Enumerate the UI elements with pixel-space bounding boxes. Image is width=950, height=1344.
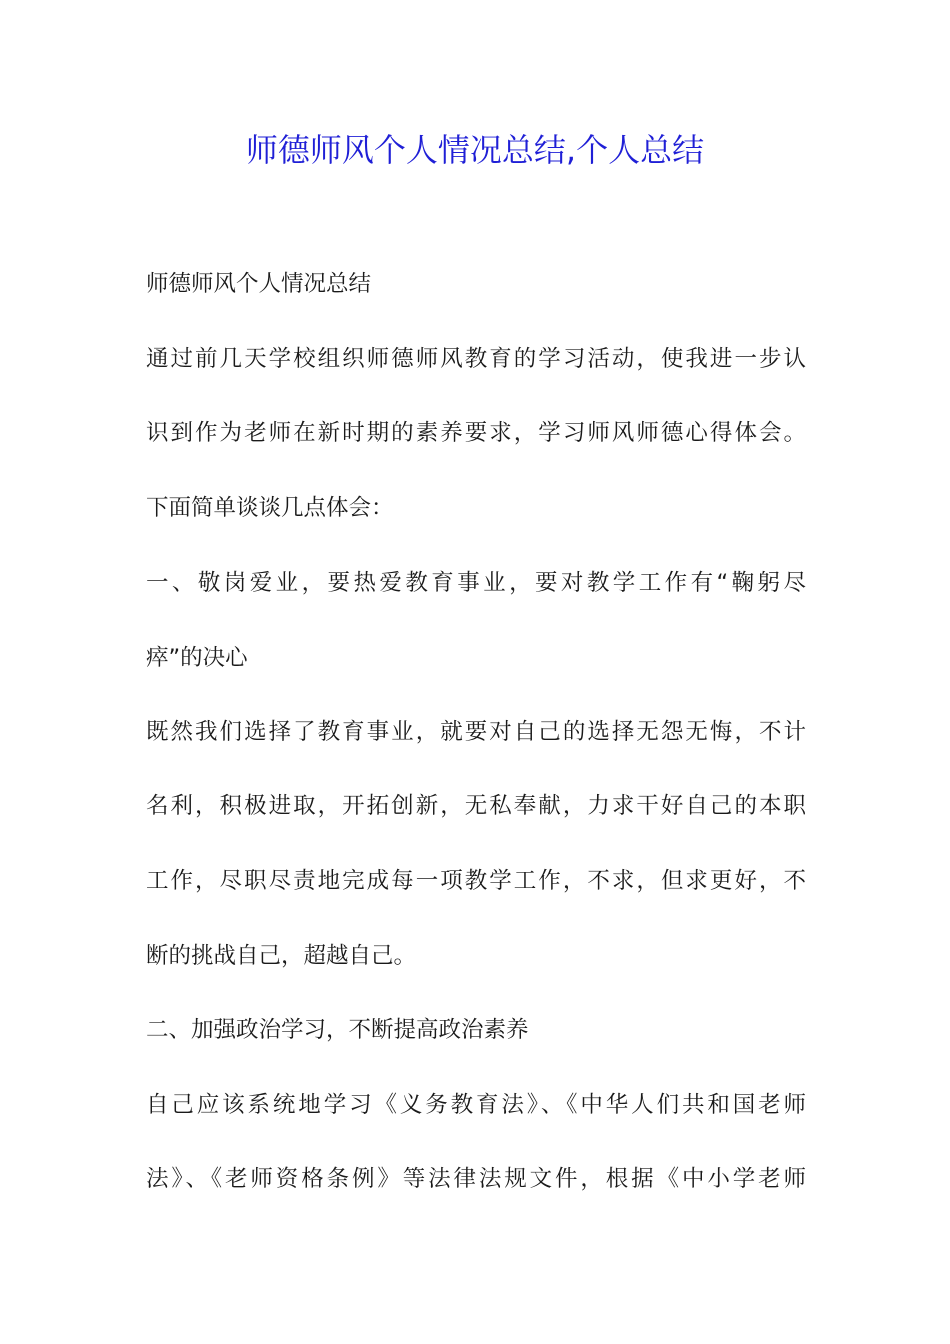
point-heading-line: 二、加强政治学习，不断提高政治素养 — [146, 1017, 529, 1043]
paragraph-line: 名利，积极进取，开拓创新，无私奉献，力求干好自己的本职 — [146, 793, 806, 819]
paragraph-line: 下面简单谈谈几点体会： — [146, 495, 394, 521]
paragraph-line: 既然我们选择了教育事业，就要对自己的选择无怨无悔，不计 — [146, 719, 806, 745]
paragraph-line: 自己应该系统地学习《义务教育法》、《中华人们共和国老师 — [146, 1092, 806, 1118]
paragraph-line: 法》、《老师资格条例》等法律法规文件，根据《中小学老师 — [146, 1166, 806, 1192]
paragraph-line: 断的挑战自己，超越自己。 — [146, 943, 417, 969]
paragraph-line: 识到作为老师在新时期的素养要求，学习师风师德心得体会。 — [146, 420, 806, 446]
point-heading-line: 瘁”的决心 — [146, 645, 248, 671]
paragraph-line: 工作，尽职尽责地完成每一项教学工作，不求，但求更好，不 — [146, 868, 806, 894]
paragraph-line: 通过前几天学校组织师德师风教育的学习活动，使我进一步认 — [146, 346, 806, 372]
document-title: 师德师风个人情况总结,个人总结 — [245, 131, 705, 169]
point-heading-line: 一、敬岗爱业，要热爱教育事业，要对教学工作有“鞠躬尽 — [146, 570, 806, 596]
section-heading: 师德师风个人情况总结 — [146, 271, 372, 297]
